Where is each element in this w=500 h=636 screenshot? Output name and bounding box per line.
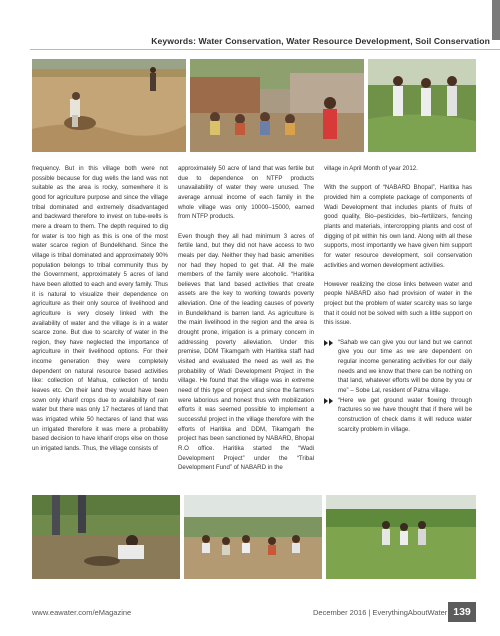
- page-number: 139: [448, 602, 476, 622]
- photo-field-visit: [368, 59, 476, 152]
- quote-text: “Here we get ground water flowing through fractures so we have thought that if there will be construction of check dams it will reduce water scarcity problem in village.: [338, 396, 472, 433]
- article-column-3: [324, 164, 472, 434]
- double-arrow-bullet-icon: [324, 340, 334, 346]
- header-rule: [30, 49, 500, 50]
- paragraph: However realizing the close links between water and people NABARD also had provision of water in the project but the problem of water scarcity was so large that it could not be solved with such a little support on this issue.: [324, 280, 472, 327]
- double-arrow-bullet-icon: [324, 398, 334, 404]
- paragraph: With the support of “NABARD Bhopal”, Haritka has provided him a complete package of components of Wadi Development that includes plants of fruits of good quality, Bio–pesticides, bio–fertilizers, fencing plants and materials, intercropping plants and cost of digging of pit within his own land. Along with all these supports, most importantly we have given him support for water resource development, soil conservation activities and women development activities.: [324, 184, 472, 269]
- photo-village-meeting: [190, 59, 364, 152]
- quote-item: [324, 396, 472, 435]
- paragraph: Even though they all had minimum 3 acres of fertile land, but they did not have access to two meals per day. Neither they had basic amenities nor had they hoped to get that. All the male members of the family were alcoholic. “Haritika believes that land based activities that create assets are the key to working towards poverty alleviation. One of the leading causes of poverty in Bundelkhand is barren land. As agriculture is the main livelihood in the region and the area is drought prone, irrigation is a primary concern in addressing poverty alleviation. Under this premise, DDM Tikamgarh with Haritika staff had visited and evaluated the need as well as the probability of Wadi Development Project in the village. He found that the village was in extreme need of this type of project and since the farmers were laborious and honest thus with mobilization efforts it was seemed possible to implement a successful project in the village therefore with the efforts of Haritika and DDM, Tikamgarh the project has been sanctioned by NABARD, Bhopal R.O office. Haritika started the “Wadi Development Project” under the “Tribal Development Fund” of NABARD in the: [178, 232, 314, 472]
- article-column-2: [178, 164, 314, 473]
- photo-orchard-visit: [326, 495, 476, 579]
- quote-list: [324, 338, 472, 435]
- paragraph: village in April Month of year 2012.: [324, 165, 418, 172]
- footer-issue: December 2016 | EverythingAboutWater: [313, 608, 448, 617]
- paragraph: approximately 50 acre of land that was fertile but due to dependence on NTFP products unavailability of water they were unused. The average annual income of each family in the whole village was only 10000–15000, earned from NTFP products.: [178, 165, 314, 221]
- photo-man-digging-pit: [32, 59, 186, 152]
- footer-url: www.eawater.com/eMagazine: [32, 608, 132, 617]
- article-column-1: [32, 164, 168, 454]
- quote-text: “Sahab we can give you our land but we cannot give you our time as we are dependent on regular income generating activities for our daily needs and we know that there can be nothing on that land, whatever efforts will be done by you or me” – Sobe Lal, resident of Patna village.: [338, 338, 472, 394]
- paragraph: frequency. But in this village both were not possible because for dug wells the land was not suitable as the area is rocky, somewhere it is good for agriculture purpose and since the village tribal dominated and extremely disadvantaged and backward therefore to invest on tube-wells is mere a dream to them. The depth required to dig for water is too high as this is one of the most water scarce region of Bundelkhand. Since the village is tribal dominated and approximately 90% population belongs to tribal community thus by the Government, approximately 5 acres of land have been allotted to each and every family. Thus it is natural to visualize their dependence on agriculture as their only source of livelihood and agriculture is very closely linked with the availability of water and the village is in a water scarce zone. But due to scarcity of water in the region, they have neglected the importance of agriculture in their livelihood options. For their income generation they were completely dependent on natural resource based activities like: collection of Mahua, collection of tendu leaves etc. On their land they would have been sown only kharif crops due to availability of rain water but there was only 17 hectares of land that was irrigated while 50 hectares of land that was un irrigated therefore it was mere a probability based decision to have kharif crops else on those un irrigated lands. Thus, the village consists of: [32, 165, 168, 453]
- photo-group-meeting: [184, 495, 322, 579]
- keywords-header: Keywords: Water Conservation, Water Resource Development, Soil Conservation: [151, 36, 490, 46]
- quote-item: [324, 338, 472, 396]
- photo-planting-sapling: [32, 495, 180, 579]
- corner-tab: [492, 0, 500, 40]
